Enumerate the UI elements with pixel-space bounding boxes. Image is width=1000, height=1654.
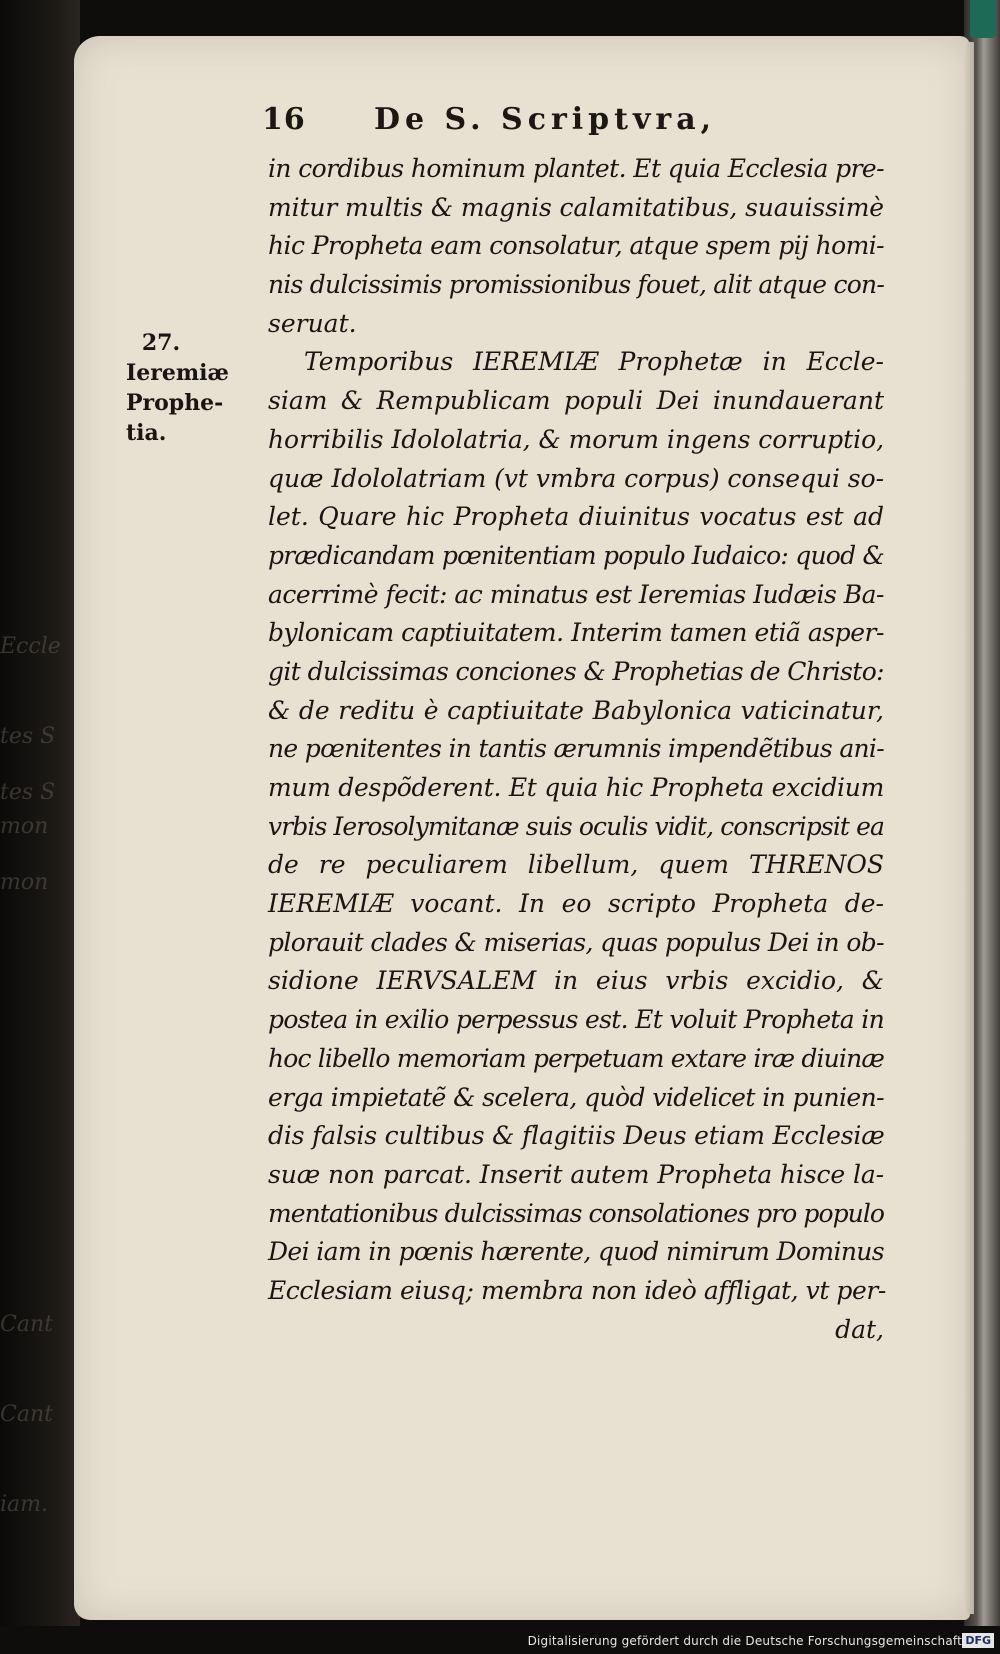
text-line — [268, 846, 884, 885]
text-line — [268, 189, 884, 228]
margin-note-number: 27. — [141, 330, 181, 356]
text-line — [268, 808, 884, 847]
text-line-content: hic Propheta eam consolatur, atque spem pij homi- — [268, 231, 884, 261]
bleed-line: Cant — [0, 1402, 53, 1427]
footer-credit: Digitalisierung gefördert durch die Deutsche Forschungsgemeinschaft — [527, 1634, 962, 1648]
text-line — [268, 692, 884, 731]
book-page — [74, 36, 970, 1620]
bleed-line: tes S — [0, 780, 56, 805]
text-line — [268, 769, 884, 808]
text-line-content: bylonicam captiuitatem. Interim tamen etiã asper- — [268, 618, 884, 648]
text-line-content: de re peculiarem libellum, quem THRENOS — [268, 850, 884, 880]
catchword-line — [268, 1311, 884, 1350]
text-line — [268, 614, 884, 653]
text-line-content: acerrimè fecit: ac minatus est Ieremias Iudæis Ba- — [268, 579, 884, 609]
page-number: 16 — [262, 102, 306, 137]
text-line — [268, 1272, 884, 1311]
bleed-line: mon — [0, 870, 49, 895]
margin-note-line: Prophe- — [126, 390, 224, 416]
text-line-content: ne pœnitentes in tantis ærumnis impendẽtibus ani- — [268, 734, 884, 764]
text-line — [268, 1117, 884, 1156]
text-line-content: dis falsis cultibus & flagitiis Deus etiam Ecclesiæ — [268, 1121, 885, 1151]
page-header — [262, 102, 882, 146]
text-line-content: Dei iam in pœnis hærente, quod nimirum Dominus — [268, 1237, 884, 1267]
text-line-content: suæ non parcat. Inserit autem Propheta hisce la- — [268, 1159, 884, 1189]
text-line-content: mitur multis & magnis calamitatibus, suauissimè — [268, 192, 884, 222]
running-title: De S. Scriptvra, — [374, 102, 717, 137]
text-line — [268, 962, 884, 1001]
page-edge — [964, 42, 974, 1614]
text-line — [268, 498, 884, 537]
text-line — [268, 576, 884, 615]
text-line — [268, 305, 884, 344]
facing-page-text — [0, 718, 55, 958]
text-line — [268, 421, 884, 460]
margin-note-line: tia. — [126, 420, 167, 446]
text-line — [268, 150, 884, 189]
text-line-content: sidione IERVSALEM in eius vrbis excidio, & — [268, 966, 884, 996]
bleed-line: Eccle — [0, 634, 61, 659]
bleed-line: iam. — [0, 1492, 49, 1517]
text-line-content: nis dulcissimis promissionibus fouet, alit atque con- — [268, 270, 884, 300]
text-line — [268, 227, 884, 266]
text-line — [268, 1079, 884, 1118]
text-line-content: let. Quare hic Propheta diuinitus vocatus est ad — [268, 502, 884, 532]
text-line-content: mentationibus dulcissimas consolationes pro populo — [268, 1198, 884, 1228]
text-line-content: mum despõderent. Et quia hic Propheta excidium — [268, 773, 884, 802]
text-line — [268, 885, 884, 924]
text-line-content: Temporibus IEREMIÆ Prophetæ in Eccle- — [304, 347, 884, 377]
text-line — [268, 266, 884, 305]
text-line-content: siam & Rempublicam populi Dei inundauerant — [268, 386, 884, 416]
text-line-content: Ecclesiam eiusq; membra non ideò affligat, vt per- — [268, 1275, 886, 1305]
text-line-content: seruat. — [268, 308, 357, 338]
footer-bar — [0, 1626, 1000, 1654]
text-line — [268, 1156, 884, 1195]
text-line-content: git dulcissimas conciones & Prophetias de Christo: — [268, 656, 884, 686]
text-line — [268, 343, 884, 382]
bleed-line: mon — [0, 814, 49, 839]
text-line — [268, 537, 884, 576]
text-line-content: IEREMIÆ vocant. In eo scripto Propheta de- — [268, 889, 884, 919]
text-line — [268, 1233, 884, 1272]
text-line — [268, 1001, 884, 1040]
facing-page-text — [0, 1250, 53, 1580]
text-line-content: quæ Idololatriam (vt vmbra corpus) consequi so- — [268, 463, 884, 493]
text-line-content: plorauit clades & miserias, quas populus Dei in ob- — [268, 927, 884, 957]
text-line-content: prædicandam pœnitentiam populo Iudaico: quod & — [268, 540, 884, 570]
margin-note-line: Ieremiæ — [126, 360, 229, 386]
text-line — [268, 730, 884, 769]
text-line-content: vrbis Ierosolymitanæ suis oculis vidit, conscripsit ea — [268, 811, 884, 841]
margin-note — [126, 328, 236, 448]
text-line-content: postea in exilio perpessus est. Et voluit Propheta in — [268, 1005, 884, 1035]
facing-page-bleed — [0, 0, 80, 1654]
spine-cap — [970, 0, 996, 38]
text-line — [268, 460, 884, 499]
text-line — [268, 924, 884, 963]
bleed-line: Cant — [0, 1312, 53, 1337]
catchword: dat, — [835, 1314, 884, 1344]
dfg-logo: DFG — [962, 1633, 994, 1648]
text-line — [268, 1040, 884, 1079]
text-line — [268, 1195, 884, 1234]
text-line — [268, 653, 884, 692]
text-line-content: & de reditu è captiuitate Babylonica vaticinatur, — [268, 695, 884, 725]
text-line-content: in cordibus hominum plantet. Et quia Ecclesia pre- — [268, 154, 884, 183]
bleed-line: tes S — [0, 724, 56, 749]
body-text — [268, 150, 884, 1349]
text-line — [268, 382, 884, 421]
text-line-content: hoc libello memoriam perpetuam extare iræ diuinæ — [268, 1043, 884, 1073]
text-line-content: erga impietatẽ & scelera, quòd videlicet in punien- — [268, 1082, 884, 1112]
text-line-content: horribilis Idololatria, & morum ingens corruptio, — [268, 424, 884, 454]
